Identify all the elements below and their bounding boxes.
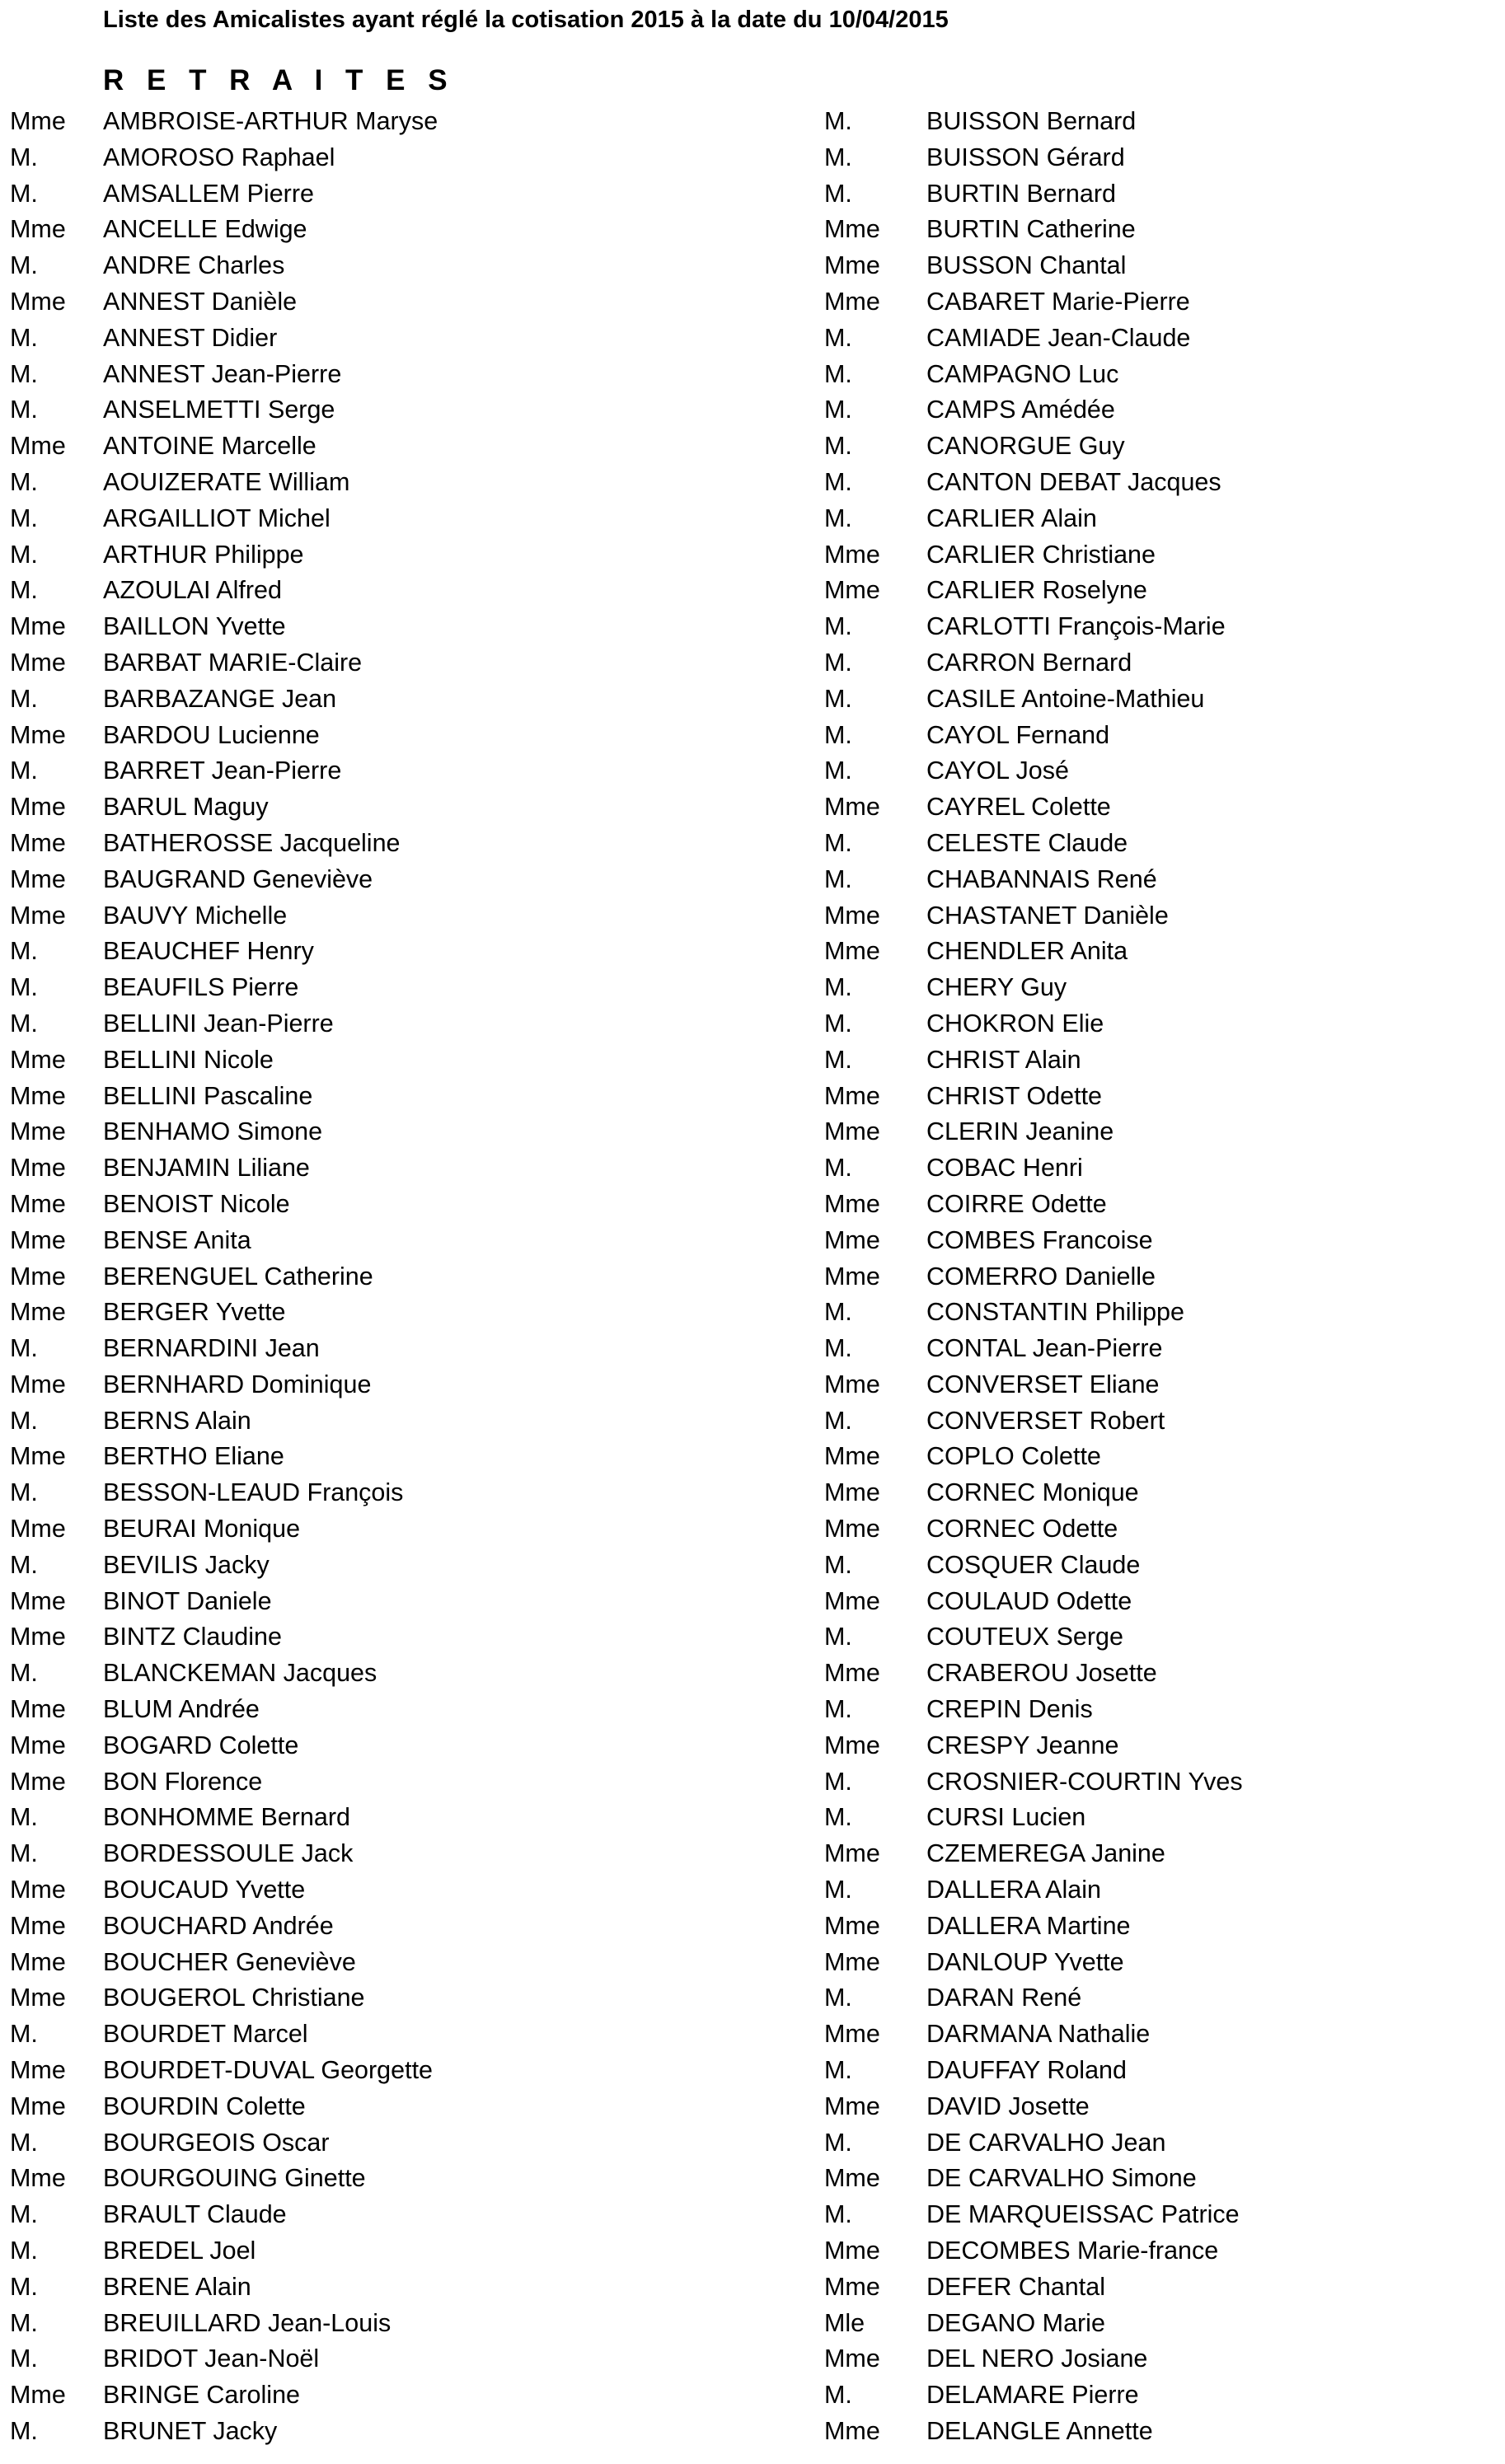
member-honorific: Mme bbox=[10, 901, 66, 930]
member-name: CARRON Bernard bbox=[926, 648, 1132, 677]
member-name: COULAUD Odette bbox=[926, 1586, 1132, 1615]
member-honorific: Mme bbox=[10, 1081, 66, 1110]
member-honorific: M. bbox=[10, 1659, 38, 1688]
member-honorific: M. bbox=[824, 1767, 852, 1796]
member-honorific: Mme bbox=[10, 1370, 66, 1398]
member-name: BOURDIN Colette bbox=[103, 2092, 306, 2120]
member-name: BRAULT Claude bbox=[103, 2200, 287, 2229]
member-name: CANORGUE Guy bbox=[926, 432, 1125, 461]
member-name: CAMIADE Jean-Claude bbox=[926, 323, 1191, 352]
member-name: CHRIST Alain bbox=[926, 1045, 1081, 1074]
member-name: DE CARVALHO Jean bbox=[926, 2128, 1166, 2157]
member-honorific: M. bbox=[10, 1839, 38, 1868]
member-name: DANLOUP Yvette bbox=[926, 1947, 1124, 1976]
member-honorific: M. bbox=[824, 757, 852, 785]
member-honorific: M. bbox=[824, 1406, 852, 1435]
member-honorific: M. bbox=[824, 612, 852, 641]
member-name: ANNEST Danièle bbox=[103, 287, 298, 316]
member-honorific: M. bbox=[10, 179, 38, 208]
member-honorific: Mme bbox=[824, 2417, 880, 2445]
member-name: DELANGLE Annette bbox=[926, 2417, 1153, 2445]
member-name: CARLIER Roselyne bbox=[926, 576, 1147, 605]
member-name: CHRIST Odette bbox=[926, 1081, 1103, 1110]
member-honorific: M. bbox=[824, 648, 852, 677]
member-honorific: Mme bbox=[824, 937, 880, 966]
member-name: CAYREL Colette bbox=[926, 793, 1111, 822]
member-honorific: Mme bbox=[824, 901, 880, 930]
member-name: CRABEROU Josette bbox=[926, 1659, 1157, 1688]
member-honorific: Mme bbox=[10, 2092, 66, 2120]
member-name: CONVERSET Eliane bbox=[926, 1370, 1160, 1398]
member-honorific: Mme bbox=[10, 1117, 66, 1146]
member-honorific: Mme bbox=[10, 720, 66, 749]
member-honorific: M. bbox=[824, 467, 852, 496]
member-name: BRIDOT Jean-Noël bbox=[103, 2345, 320, 2373]
member-name: COSQUER Claude bbox=[926, 1550, 1141, 1579]
member-name: BOURDET-DUVAL Georgette bbox=[103, 2056, 434, 2085]
member-honorific: Mme bbox=[10, 1623, 66, 1651]
member-honorific: Mle bbox=[824, 2308, 865, 2337]
member-name: ANTOINE Marcelle bbox=[103, 432, 316, 461]
member-honorific: Mme bbox=[824, 1117, 880, 1146]
member-honorific: M. bbox=[824, 1984, 852, 2012]
member-honorific: Mme bbox=[10, 2164, 66, 2193]
member-name: BESSON-LEAUD François bbox=[103, 1478, 404, 1507]
member-honorific: M. bbox=[10, 467, 38, 496]
member-name: CLERIN Jeanine bbox=[926, 1117, 1114, 1146]
member-name: BOURGEOIS Oscar bbox=[103, 2128, 330, 2157]
member-honorific: M. bbox=[10, 937, 38, 966]
member-name: CORNEC Monique bbox=[926, 1478, 1139, 1507]
member-honorific: Mme bbox=[10, 828, 66, 857]
member-honorific: M. bbox=[824, 1695, 852, 1724]
member-honorific: M. bbox=[824, 396, 852, 424]
member-honorific: M. bbox=[10, 1009, 38, 1038]
member-honorific: M. bbox=[824, 2056, 852, 2085]
member-honorific: M. bbox=[10, 2200, 38, 2229]
member-name: COIRRE Odette bbox=[926, 1189, 1107, 1218]
member-honorific: Mme bbox=[824, 1586, 880, 1615]
member-honorific: M. bbox=[824, 143, 852, 171]
member-name: BERNS Alain bbox=[103, 1406, 251, 1435]
member-honorific: Mme bbox=[10, 1695, 66, 1724]
member-honorific: Mme bbox=[10, 432, 66, 461]
member-honorific: Mme bbox=[10, 1262, 66, 1291]
member-name: DALLERA Alain bbox=[926, 1876, 1101, 1904]
member-honorific: Mme bbox=[824, 2020, 880, 2049]
member-name: BAUVY Michelle bbox=[103, 901, 288, 930]
member-name: BOUGEROL Christiane bbox=[103, 1984, 365, 2012]
member-honorific: M. bbox=[824, 2381, 852, 2410]
member-name: CAMPAGNO Luc bbox=[926, 359, 1119, 388]
member-honorific: M. bbox=[824, 720, 852, 749]
member-name: DARAN René bbox=[926, 1984, 1082, 2012]
member-honorific: M. bbox=[824, 684, 852, 713]
member-honorific: M. bbox=[824, 2128, 852, 2157]
member-honorific: M. bbox=[10, 1334, 38, 1363]
member-name: BUISSON Gérard bbox=[926, 143, 1125, 171]
member-honorific: Mme bbox=[824, 2164, 880, 2193]
member-honorific: M. bbox=[10, 359, 38, 388]
member-honorific: M. bbox=[10, 251, 38, 280]
member-name: BRINGE Caroline bbox=[103, 2381, 300, 2410]
member-honorific: Mme bbox=[10, 793, 66, 822]
member-name: BLANCKEMAN Jacques bbox=[103, 1659, 377, 1688]
member-name: BELLINI Jean-Pierre bbox=[103, 1009, 334, 1038]
member-honorific: Mme bbox=[824, 2345, 880, 2373]
member-honorific: Mme bbox=[824, 1370, 880, 1398]
member-honorific: M. bbox=[10, 757, 38, 785]
member-name: BERTHO Eliane bbox=[103, 1442, 284, 1471]
member-honorific: Mme bbox=[824, 1442, 880, 1471]
member-honorific: Mme bbox=[10, 1045, 66, 1074]
member-name: BREUILLARD Jean-Louis bbox=[103, 2308, 391, 2337]
member-name: BARBAZANGE Jean bbox=[103, 684, 337, 713]
member-name: BENOIST Nicole bbox=[103, 1189, 290, 1218]
member-name: BURTIN Catherine bbox=[926, 215, 1136, 244]
member-name: CARLOTTI François-Marie bbox=[926, 612, 1226, 641]
member-name: DEFER Chantal bbox=[926, 2272, 1105, 2301]
member-honorific: Mme bbox=[824, 1911, 880, 1940]
member-honorific: Mme bbox=[10, 1767, 66, 1796]
member-honorific: Mme bbox=[10, 864, 66, 893]
member-name: DECOMBES Marie-france bbox=[926, 2237, 1219, 2265]
section-heading: R E T R A I T E S bbox=[103, 64, 455, 96]
member-name: ARTHUR Philippe bbox=[103, 540, 304, 569]
member-honorific: M. bbox=[10, 396, 38, 424]
member-name: BERENGUEL Catherine bbox=[103, 1262, 373, 1291]
member-honorific: Mme bbox=[824, 215, 880, 244]
member-name: BUISSON Bernard bbox=[926, 107, 1137, 135]
member-honorific: M. bbox=[10, 2308, 38, 2337]
member-honorific: Mme bbox=[10, 287, 66, 316]
member-honorific: Mme bbox=[10, 1876, 66, 1904]
member-name: COMBES Francoise bbox=[926, 1225, 1153, 1254]
member-name: BELLINI Pascaline bbox=[103, 1081, 313, 1110]
member-name: CARLIER Alain bbox=[926, 504, 1097, 532]
member-name: ANNEST Jean-Pierre bbox=[103, 359, 342, 388]
member-honorific: M. bbox=[824, 504, 852, 532]
member-name: COPLO Colette bbox=[926, 1442, 1101, 1471]
member-name: BOGARD Colette bbox=[103, 1731, 299, 1759]
member-honorific: M. bbox=[824, 107, 852, 135]
member-name: AOUIZERATE William bbox=[103, 467, 350, 496]
member-name: BENSE Anita bbox=[103, 1225, 251, 1254]
member-honorific: Mme bbox=[10, 107, 66, 135]
member-name: COUTEUX Serge bbox=[926, 1623, 1123, 1651]
member-honorific: Mme bbox=[824, 540, 880, 569]
member-honorific: M. bbox=[10, 684, 38, 713]
member-honorific: Mme bbox=[10, 1225, 66, 1254]
member-name: AZOULAI Alfred bbox=[103, 576, 282, 605]
member-honorific: Mme bbox=[824, 1731, 880, 1759]
member-name: CAMPS Amédée bbox=[926, 396, 1115, 424]
member-name: ANCELLE Edwige bbox=[103, 215, 307, 244]
member-name: CZEMEREGA Janine bbox=[926, 1839, 1165, 1868]
member-honorific: Mme bbox=[824, 793, 880, 822]
member-name: COBAC Henri bbox=[926, 1154, 1083, 1183]
member-name: BELLINI Nicole bbox=[103, 1045, 274, 1074]
member-name: DALLERA Martine bbox=[926, 1911, 1131, 1940]
member-name: CABARET Marie-Pierre bbox=[926, 287, 1190, 316]
member-name: BUSSON Chantal bbox=[926, 251, 1127, 280]
member-name: BARRET Jean-Pierre bbox=[103, 757, 342, 785]
member-honorific: M. bbox=[10, 1478, 38, 1507]
member-name: DARMANA Nathalie bbox=[926, 2020, 1151, 2049]
member-honorific: Mme bbox=[10, 1189, 66, 1218]
member-name: CONVERSET Robert bbox=[926, 1406, 1165, 1435]
member-honorific: Mme bbox=[824, 251, 880, 280]
member-name: BURTIN Bernard bbox=[926, 179, 1116, 208]
member-honorific: M. bbox=[824, 432, 852, 461]
member-name: BINTZ Claudine bbox=[103, 1623, 282, 1651]
member-name: CURSI Lucien bbox=[926, 1803, 1086, 1832]
member-name: BORDESSOULE Jack bbox=[103, 1839, 354, 1868]
member-honorific: M. bbox=[10, 2020, 38, 2049]
member-honorific: M. bbox=[824, 1876, 852, 1904]
member-name: CHENDLER Anita bbox=[926, 937, 1128, 966]
member-honorific: Mme bbox=[10, 1515, 66, 1544]
member-honorific: M. bbox=[10, 2272, 38, 2301]
member-honorific: Mme bbox=[10, 612, 66, 641]
member-name: DAVID Josette bbox=[926, 2092, 1090, 2120]
member-name: CONSTANTIN Philippe bbox=[926, 1298, 1184, 1327]
member-honorific: Mme bbox=[824, 2237, 880, 2265]
member-honorific: M. bbox=[10, 143, 38, 171]
member-name: DEL NERO Josiane bbox=[926, 2345, 1148, 2373]
member-honorific: M. bbox=[10, 1803, 38, 1832]
member-name: CARLIER Christiane bbox=[926, 540, 1156, 569]
member-name: BENHAMO Simone bbox=[103, 1117, 323, 1146]
member-honorific: M. bbox=[824, 1803, 852, 1832]
member-name: BARBAT MARIE-Claire bbox=[103, 648, 363, 677]
member-name: DELAMARE Pierre bbox=[926, 2381, 1139, 2410]
member-name: CELESTE Claude bbox=[926, 828, 1128, 857]
member-honorific: Mme bbox=[824, 1515, 880, 1544]
member-honorific: M. bbox=[10, 2417, 38, 2445]
member-honorific: M. bbox=[824, 1298, 852, 1327]
member-honorific: M. bbox=[824, 2200, 852, 2229]
member-honorific: Mme bbox=[824, 1081, 880, 1110]
member-honorific: M. bbox=[10, 576, 38, 605]
document-title: Liste des Amicalistes ayant réglé la cotisation 2015 à la date du 10/04/2015 bbox=[103, 7, 949, 33]
member-name: ANSELMETTI Serge bbox=[103, 396, 335, 424]
member-name: CANTON DEBAT Jacques bbox=[926, 467, 1221, 496]
member-name: CONTAL Jean-Pierre bbox=[926, 1334, 1163, 1363]
member-name: COMERRO Danielle bbox=[926, 1262, 1156, 1291]
member-honorific: Mme bbox=[824, 1262, 880, 1291]
member-honorific: M. bbox=[10, 1406, 38, 1435]
member-name: CHOKRON Elie bbox=[926, 1009, 1104, 1038]
member-honorific: M. bbox=[824, 1623, 852, 1651]
member-name: BOURGOUING Ginette bbox=[103, 2164, 366, 2193]
member-name: CHASTANET Danièle bbox=[926, 901, 1169, 930]
member-name: ANDRE Charles bbox=[103, 251, 285, 280]
member-name: BEAUCHEF Henry bbox=[103, 937, 314, 966]
member-name: AMOROSO Raphael bbox=[103, 143, 335, 171]
member-name: BAILLON Yvette bbox=[103, 612, 286, 641]
member-honorific: M. bbox=[10, 504, 38, 532]
member-name: BEURAI Monique bbox=[103, 1515, 301, 1544]
member-honorific: Mme bbox=[824, 1947, 880, 1976]
member-name: BOURDET Marcel bbox=[103, 2020, 308, 2049]
member-honorific: Mme bbox=[10, 1731, 66, 1759]
member-honorific: Mme bbox=[10, 215, 66, 244]
member-honorific: M. bbox=[824, 973, 852, 1002]
member-honorific: Mme bbox=[824, 1659, 880, 1688]
member-name: CRESPY Jeanne bbox=[926, 1731, 1119, 1759]
member-name: ARGAILLIOT Michel bbox=[103, 504, 331, 532]
member-honorific: Mme bbox=[10, 2056, 66, 2085]
member-honorific: Mme bbox=[824, 576, 880, 605]
member-name: BONHOMME Bernard bbox=[103, 1803, 350, 1832]
member-honorific: Mme bbox=[10, 1154, 66, 1183]
member-name: BOUCHER Geneviève bbox=[103, 1947, 356, 1976]
member-honorific: Mme bbox=[10, 2381, 66, 2410]
member-honorific: Mme bbox=[824, 287, 880, 316]
member-name: CAYOL José bbox=[926, 757, 1069, 785]
member-name: BERNHARD Dominique bbox=[103, 1370, 372, 1398]
member-name: CORNEC Odette bbox=[926, 1515, 1118, 1544]
member-honorific: M. bbox=[10, 1550, 38, 1579]
member-honorific: M. bbox=[824, 179, 852, 208]
member-honorific: Mme bbox=[824, 1225, 880, 1254]
member-honorific: Mme bbox=[10, 1586, 66, 1615]
member-name: CHERY Guy bbox=[926, 973, 1067, 1002]
member-honorific: M. bbox=[824, 864, 852, 893]
member-name: BRUNET Jacky bbox=[103, 2417, 278, 2445]
member-name: BARUL Maguy bbox=[103, 793, 269, 822]
member-honorific: Mme bbox=[824, 2092, 880, 2120]
member-name: BARDOU Lucienne bbox=[103, 720, 320, 749]
member-honorific: Mme bbox=[824, 2272, 880, 2301]
member-honorific: M. bbox=[10, 540, 38, 569]
member-name: BLUM Andrée bbox=[103, 1695, 260, 1724]
member-honorific: Mme bbox=[824, 1478, 880, 1507]
member-name: DAUFFAY Roland bbox=[926, 2056, 1127, 2085]
member-honorific: M. bbox=[824, 1550, 852, 1579]
member-name: CASILE Antoine-Mathieu bbox=[926, 684, 1205, 713]
member-name: DE CARVALHO Simone bbox=[926, 2164, 1197, 2193]
member-honorific: Mme bbox=[824, 1189, 880, 1218]
member-name: ANNEST Didier bbox=[103, 323, 278, 352]
member-name: CAYOL Fernand bbox=[926, 720, 1110, 749]
member-name: AMSALLEM Pierre bbox=[103, 179, 314, 208]
member-name: BOUCAUD Yvette bbox=[103, 1876, 306, 1904]
member-name: BEAUFILS Pierre bbox=[103, 973, 299, 1002]
member-honorific: M. bbox=[824, 828, 852, 857]
member-honorific: M. bbox=[824, 359, 852, 388]
member-honorific: M. bbox=[10, 2128, 38, 2157]
member-honorific: Mme bbox=[10, 1911, 66, 1940]
member-honorific: Mme bbox=[10, 1298, 66, 1327]
member-honorific: Mme bbox=[10, 1947, 66, 1976]
member-honorific: M. bbox=[824, 1154, 852, 1183]
member-name: BENJAMIN Liliane bbox=[103, 1154, 310, 1183]
member-honorific: Mme bbox=[10, 1442, 66, 1471]
member-name: CROSNIER-COURTIN Yves bbox=[926, 1767, 1243, 1796]
member-honorific: M. bbox=[824, 323, 852, 352]
member-honorific: M. bbox=[824, 1045, 852, 1074]
member-name: BERGER Yvette bbox=[103, 1298, 286, 1327]
member-name: CHABANNAIS René bbox=[926, 864, 1157, 893]
member-name: AMBROISE-ARTHUR Maryse bbox=[103, 107, 438, 135]
member-name: BERNARDINI Jean bbox=[103, 1334, 320, 1363]
member-name: DE MARQUEISSAC Patrice bbox=[926, 2200, 1240, 2229]
member-name: BEVILIS Jacky bbox=[103, 1550, 270, 1579]
member-honorific: M. bbox=[824, 1009, 852, 1038]
member-honorific: M. bbox=[10, 2237, 38, 2265]
member-honorific: Mme bbox=[824, 1839, 880, 1868]
member-name: DEGANO Marie bbox=[926, 2308, 1105, 2337]
member-name: BOUCHARD Andrée bbox=[103, 1911, 334, 1940]
member-honorific: M. bbox=[10, 2345, 38, 2373]
member-name: BINOT Daniele bbox=[103, 1586, 272, 1615]
member-honorific: M. bbox=[10, 323, 38, 352]
member-honorific: Mme bbox=[10, 1984, 66, 2012]
member-name: BATHEROSSE Jacqueline bbox=[103, 828, 401, 857]
member-name: CREPIN Denis bbox=[926, 1695, 1093, 1724]
member-name: BREDEL Joel bbox=[103, 2237, 256, 2265]
member-name: BAUGRAND Geneviève bbox=[103, 864, 373, 893]
member-honorific: M. bbox=[824, 1334, 852, 1363]
member-name: BON Florence bbox=[103, 1767, 263, 1796]
member-honorific: Mme bbox=[10, 648, 66, 677]
member-name: BRENE Alain bbox=[103, 2272, 251, 2301]
member-honorific: M. bbox=[10, 973, 38, 1002]
